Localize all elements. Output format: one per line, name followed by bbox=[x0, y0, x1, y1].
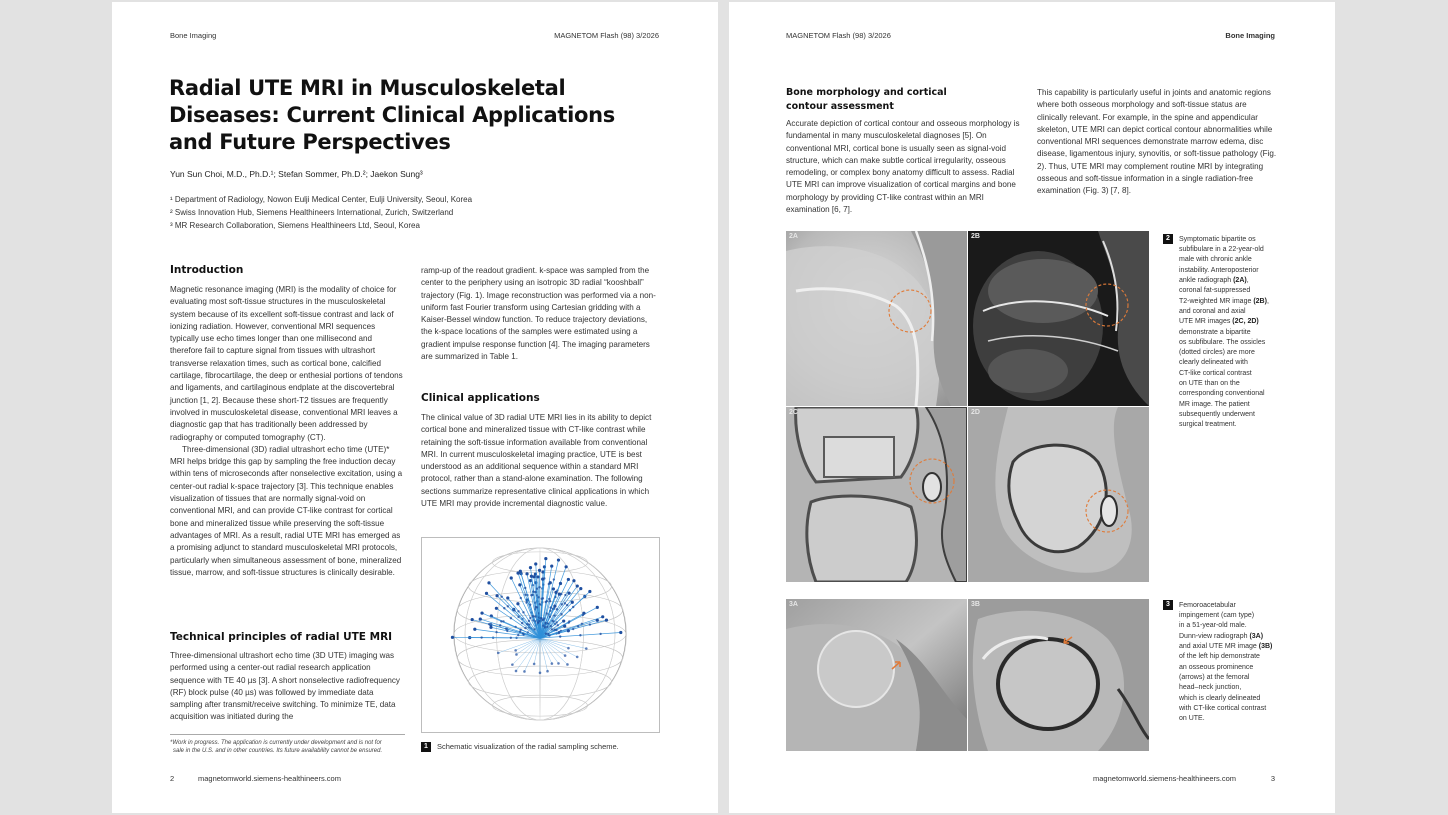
sample-point bbox=[555, 621, 557, 623]
caption-line: clearly delineated with bbox=[1179, 359, 1248, 367]
caption-line: os subfibulare. The ossicles bbox=[1179, 338, 1266, 346]
sample-point bbox=[487, 581, 490, 584]
footnote-divider bbox=[170, 734, 405, 735]
figure-1-caption bbox=[421, 742, 619, 752]
caption-line bbox=[1163, 234, 1278, 245]
sample-point bbox=[572, 606, 574, 608]
caption-line: an osseous prominence bbox=[1179, 663, 1254, 671]
figure-number: 1 bbox=[421, 742, 431, 752]
sample-point bbox=[553, 614, 555, 616]
sample-point bbox=[576, 584, 579, 587]
sample-point bbox=[605, 619, 608, 622]
sample-point bbox=[561, 603, 563, 605]
sample-point bbox=[589, 623, 591, 625]
caption-line: CT-like cortical contrast bbox=[1179, 369, 1252, 377]
sample-point bbox=[529, 566, 532, 569]
caption-line: surgical treatment. bbox=[1179, 421, 1237, 429]
sample-point bbox=[571, 601, 574, 604]
sample-point bbox=[549, 581, 552, 584]
sample-point bbox=[540, 617, 542, 619]
sample-point bbox=[529, 617, 531, 619]
sample-point bbox=[519, 628, 521, 630]
sample-point bbox=[564, 594, 566, 596]
sample-point bbox=[553, 605, 556, 608]
caption-body bbox=[1163, 611, 1278, 724]
page-number: 3 bbox=[1270, 774, 1275, 783]
panel-label: 2A bbox=[789, 233, 798, 240]
caption-text: Femoroacetabular bbox=[1179, 601, 1236, 609]
sample-point bbox=[534, 606, 536, 608]
sample-point bbox=[506, 596, 509, 599]
radial-spoke bbox=[540, 638, 567, 664]
figure-3b-ute-axial bbox=[968, 599, 1149, 751]
sample-point bbox=[536, 575, 539, 578]
sample-point bbox=[495, 631, 497, 633]
heading-line: Bone morphology and cortical bbox=[786, 87, 947, 98]
sample-point bbox=[554, 591, 557, 594]
sample-point bbox=[563, 624, 566, 627]
figure-2a-radiograph bbox=[786, 231, 967, 406]
sample-point bbox=[517, 634, 519, 636]
col2-text: ramp-up of the readout gradient. k-space was sampled from the center to the periphery using an isotropic 3D radial “kooshball” trajectory (Fig. 1). Image reconstruction was performed via a non-uniform fast Fourier transform using Cartesian gridding with a Kaiser-Bessel window function. To reduce trajectory deviations, the k-space locations of the samples were estimated using a gradient impulse response function [4]. The imaging parameters are summarized in Table 1. bbox=[421, 266, 656, 362]
sample-point bbox=[532, 590, 534, 592]
sample-point bbox=[566, 663, 569, 666]
clinical-text: The clinical value of 3D radial UTE MRI lies in its ability to depict cortical bone and mineralized tissue with CT-like contrast while retaining the soft-tissue information available from conventional MRI. In current musculoskeletal imaging practice, UTE is best understood as an additional sequence within a standard MRI protocol, rather than a stand-alone examination. The following sections summarize representative clinical applications in which UTE MRI may provide incremental diagnostic value. bbox=[421, 413, 652, 509]
sample-point bbox=[525, 572, 528, 575]
sample-point bbox=[579, 587, 582, 590]
sample-point bbox=[551, 662, 554, 665]
sample-point bbox=[516, 602, 519, 605]
sample-point bbox=[495, 594, 498, 597]
caption-line: UTE MR images (2C, 2D) bbox=[1179, 318, 1259, 326]
caption-line: male with chronic ankle bbox=[1179, 256, 1252, 264]
sample-point bbox=[515, 670, 518, 673]
paragraph: Three-dimensional (3D) radial ultrashort echo time (UTE)* MRI helps bridge this gap by sampling the free induction decay within tens of microseconds after nonselective excitation, using a center-out radial k-space trajectory [3]. This technique enables visualization of tissues that are normally signal-void on conventional MRI, and can provide CT-like contrast for cortical bone and mineralized tissue while preserving the soft-tissue advantages of MRI. As a result, radial UTE MRI has emerged as a promising adjunct to standard musculoskeletal MRI protocols, particularly when simultaneous assessment of bone, mineralized tissue, marrow, and soft-tissue structures is clinically desirable. bbox=[170, 444, 403, 577]
figure-3-caption bbox=[1163, 600, 1278, 724]
sample-point bbox=[485, 592, 488, 595]
sample-point bbox=[518, 583, 521, 586]
sample-point bbox=[546, 600, 548, 602]
caption-line: head–neck junction, bbox=[1179, 684, 1242, 692]
caption-line: on UTE. bbox=[1179, 715, 1205, 723]
sample-point bbox=[559, 635, 561, 637]
figure-2b-t2-mri bbox=[968, 231, 1149, 406]
sample-point bbox=[541, 578, 544, 581]
intro-text bbox=[170, 284, 405, 579]
figure-3a-radiograph bbox=[786, 599, 967, 751]
issue-label: MAGNETOM Flash (98) 3/2026 bbox=[786, 31, 891, 40]
caption-line: which is clearly delineated bbox=[1179, 694, 1261, 702]
sample-point bbox=[471, 618, 474, 621]
caption-line: instability. Anteroposterior bbox=[1179, 266, 1259, 274]
sample-point bbox=[524, 627, 526, 629]
sample-point bbox=[550, 564, 553, 567]
affiliation: ³ MR Research Collaboration, Siemens Healthineers Ltd, Seoul, Korea bbox=[170, 221, 420, 230]
caption-line: with CT-like cortical contrast bbox=[1179, 704, 1267, 712]
authors: Yun Sun Choi, M.D., Ph.D.¹; Stefan Sommer, Ph.D.²; Jaekon Sung³ bbox=[170, 169, 423, 179]
caption-line: impingement (cam type) bbox=[1179, 612, 1255, 620]
caption-line: on UTE than on the bbox=[1179, 380, 1240, 387]
sample-point bbox=[537, 621, 539, 623]
footnote-line: *Work in progress. The application is currently under development and is not for bbox=[170, 740, 382, 746]
panel-label: 3A bbox=[789, 601, 798, 608]
affiliation: ¹ Department of Radiology, Nowon Eulji Medical Center, Eulji University, Seoul, Korea bbox=[170, 195, 473, 204]
sample-point bbox=[520, 597, 522, 599]
sample-point bbox=[480, 636, 482, 638]
sample-point bbox=[510, 617, 512, 619]
bone-heading bbox=[786, 86, 947, 114]
sample-point bbox=[549, 600, 551, 602]
sample-point bbox=[524, 587, 526, 589]
sample-point bbox=[523, 670, 526, 673]
sample-point bbox=[596, 606, 599, 609]
figure-2c-ute-coronal bbox=[786, 407, 967, 582]
affiliation: ² Swiss Innovation Hub, Siemens Healthineers International, Zurich, Switzerland bbox=[170, 208, 454, 217]
sample-point bbox=[538, 586, 540, 588]
sample-point bbox=[588, 590, 591, 593]
caption-line: (arrows) at the femoral bbox=[1179, 673, 1250, 681]
sample-point bbox=[513, 609, 515, 611]
sample-point bbox=[558, 632, 560, 634]
sample-point bbox=[544, 557, 547, 560]
section-label: Bone Imaging bbox=[1225, 31, 1275, 40]
sample-point bbox=[565, 565, 568, 568]
sample-point bbox=[564, 654, 567, 657]
sample-point bbox=[541, 598, 543, 600]
caption-line: subfibulare in a 22-year-old bbox=[1179, 246, 1264, 254]
sample-point bbox=[551, 628, 553, 630]
sample-point bbox=[510, 576, 513, 579]
sample-point bbox=[576, 656, 579, 659]
figure-number: 2 bbox=[1163, 234, 1173, 244]
caption-line: ankle radiograph (2A), bbox=[1179, 277, 1249, 285]
sample-point bbox=[542, 618, 544, 620]
sample-point bbox=[560, 613, 562, 615]
paragraph: Magnetic resonance imaging (MRI) is the modality of choice for evaluating most soft-tissue structures in the musculoskeletal system because of its excellent soft-tissue contrast and lack of ionizing radiation. However, conventional MRI sequences typically use echo times longer than one millisecond and therefore fail to capture signal from tissues with ultrashort transverse relaxation times, such as cortical bone, calcified cartilage, fibrocartilage, the deep or enthesial portions of tendons and ligaments, and cartilaginous endplate at the discovertebral junction [1, 2]. Because these short-T2 tissues are frequently involved in musculoskeletal disease, conventional MRI leaves a diagnostic gap that has traditionally been addressed by radiography or computed tomography (CT). bbox=[170, 285, 403, 442]
kooshball-diagram bbox=[422, 538, 659, 732]
sample-point bbox=[480, 611, 483, 614]
sample-point bbox=[557, 662, 560, 665]
sample-point bbox=[568, 620, 570, 622]
sample-point bbox=[473, 628, 476, 631]
panel-label: 3B bbox=[971, 601, 980, 608]
sample-point bbox=[582, 612, 585, 615]
sample-point bbox=[567, 647, 570, 650]
sample-point bbox=[567, 592, 570, 595]
sample-point bbox=[553, 578, 555, 580]
caption-line: subsequently underwent bbox=[1179, 410, 1255, 418]
sample-point bbox=[534, 615, 536, 617]
issue-label: MAGNETOM Flash (98) 3/2026 bbox=[554, 31, 659, 40]
clinical-heading: Clinical applications bbox=[421, 392, 540, 404]
intro-heading: Introduction bbox=[170, 264, 244, 276]
sample-point bbox=[497, 652, 500, 655]
sample-point bbox=[528, 620, 530, 622]
caption-line: in a 51-year-old male. bbox=[1179, 622, 1247, 630]
caption-line: Dunn-view radiograph (3A) bbox=[1179, 632, 1264, 640]
sample-point bbox=[517, 610, 519, 612]
sample-point bbox=[549, 616, 551, 618]
caption-body bbox=[1163, 245, 1278, 430]
sample-point bbox=[562, 619, 565, 622]
figure-1 bbox=[421, 537, 660, 733]
footnote bbox=[170, 739, 410, 756]
sample-point bbox=[558, 593, 561, 596]
caption-line: coronal fat-suppressed bbox=[1179, 287, 1251, 295]
caption-line: (dotted circles) are more bbox=[1179, 349, 1255, 357]
page-number: 2 bbox=[170, 774, 175, 783]
sample-point bbox=[533, 663, 536, 666]
caption-line: T2-weighted MR image (2B), bbox=[1179, 297, 1269, 305]
sample-point bbox=[530, 594, 532, 596]
bone-text-cont: This capability is particularly useful in joints and anatomic regions where both osseous morphology and soft-tissue status are clinically relevant. For example, in the spine and appendicular skeleton, UTE MRI can depict cortical contour abnormalities while conventional MRI sequences demonstrate marrow edema, disc disease, ligamentous injury, synovitis, or soft-tissue pathology (Fig. 2). Thus, UTE MRI may complement routine MRI by integrating osseous and soft-tissue information in a single radiation-free examination (Fig. 3) [7, 8]. bbox=[1037, 88, 1277, 196]
latitude-line bbox=[492, 695, 587, 716]
sample-point bbox=[503, 607, 505, 609]
title-line: Radial UTE MRI in Musculoskeletal bbox=[169, 76, 566, 100]
sample-point bbox=[534, 562, 537, 565]
sample-point bbox=[579, 634, 581, 636]
sample-point bbox=[549, 606, 551, 608]
sample-point bbox=[601, 615, 604, 618]
sample-point bbox=[577, 625, 579, 627]
panel-label: 2B bbox=[971, 233, 980, 240]
sample-point bbox=[548, 634, 550, 636]
section-label: Bone Imaging bbox=[170, 31, 217, 40]
affiliations bbox=[170, 193, 472, 232]
caption-line: of the left hip demonstrate bbox=[1179, 653, 1260, 661]
sample-point bbox=[495, 607, 498, 610]
sample-point bbox=[566, 604, 568, 606]
caption-line: corresponding conventional bbox=[1179, 390, 1265, 398]
sample-point bbox=[501, 595, 503, 597]
sample-point bbox=[567, 578, 570, 581]
sample-point bbox=[526, 623, 528, 625]
sample-point bbox=[530, 575, 533, 578]
caption-text: Symptomatic bipartite os bbox=[1179, 235, 1256, 243]
website-link[interactable]: magnetomworld.siemens-healthineers.com bbox=[1093, 774, 1236, 783]
sample-point bbox=[559, 582, 562, 585]
caption-text: Schematic visualization of the radial sampling scheme. bbox=[437, 742, 619, 751]
sample-point bbox=[488, 623, 490, 625]
article-title bbox=[169, 75, 639, 156]
sample-point bbox=[531, 615, 533, 617]
sample-point bbox=[539, 671, 542, 674]
sample-point bbox=[516, 571, 519, 574]
sample-point bbox=[538, 569, 541, 572]
title-line: and Future Perspectives bbox=[169, 130, 451, 154]
sample-point bbox=[564, 602, 566, 604]
sample-point bbox=[507, 605, 509, 607]
right-page bbox=[729, 2, 1335, 813]
website-link[interactable]: magnetomworld.siemens-healthineers.com bbox=[198, 774, 341, 783]
sample-point bbox=[619, 631, 622, 634]
caption-line bbox=[1163, 600, 1278, 611]
sample-point bbox=[505, 628, 507, 630]
sample-point bbox=[567, 629, 570, 632]
caption-line: demonstrate a bipartite bbox=[1179, 328, 1251, 336]
radial-spoke bbox=[540, 638, 586, 649]
figure-2-caption bbox=[1163, 234, 1278, 430]
left-page bbox=[112, 2, 718, 813]
sample-point bbox=[550, 625, 552, 627]
caption-line: and axial UTE MR image (3B) bbox=[1179, 643, 1273, 651]
sample-point bbox=[511, 663, 514, 666]
sample-point bbox=[557, 558, 560, 561]
sample-point bbox=[599, 633, 601, 635]
radial-spoke bbox=[452, 637, 540, 638]
caption-line: and coronal and axial bbox=[1179, 307, 1246, 315]
sample-point bbox=[451, 636, 454, 639]
tech-text: Three-dimensional ultrashort echo time (3D UTE) imaging was performed using a center-out radial research application sequence with TE 40 µs [3]. A short nonselective radiofrequency (RF) block pulse (40 µs) was followed by immediate data sampling after transmit/receive switching. To minimize TE, data acquisition was initiated during the bbox=[170, 651, 400, 722]
sample-point bbox=[521, 622, 523, 624]
sample-point bbox=[522, 611, 524, 613]
sample-point bbox=[515, 653, 518, 656]
sample-point bbox=[555, 629, 557, 631]
heading-line: contour assessment bbox=[786, 101, 894, 112]
sample-point bbox=[585, 647, 588, 650]
footnote-line: sale in the U.S. and in other countries. Its future availability cannot be ensured. bbox=[173, 748, 383, 755]
sample-point bbox=[552, 587, 555, 590]
sample-point bbox=[524, 594, 526, 596]
tech-heading: Technical principles of radial UTE MRI bbox=[170, 631, 393, 643]
sample-point bbox=[514, 649, 517, 652]
sample-point bbox=[544, 626, 546, 628]
sample-point bbox=[572, 579, 575, 582]
sample-point bbox=[510, 637, 512, 639]
figure-number: 3 bbox=[1163, 600, 1173, 610]
caption-line: MR image. The patient bbox=[1179, 400, 1250, 408]
sample-point bbox=[546, 670, 549, 673]
sample-point bbox=[596, 619, 599, 622]
sample-point bbox=[557, 624, 559, 626]
radial-spoke bbox=[524, 638, 540, 671]
sample-point bbox=[546, 626, 548, 628]
panel-label: 2D bbox=[971, 409, 980, 416]
sample-point bbox=[499, 624, 501, 626]
bone-text: Accurate depiction of cortical contour and osseous morphology is fundamental in many musculoskeletal diagnoses [5]. On conventional MRI, cortical bone is usually seen as signal-void structure, which can make subtle cortical irregularity, osseous remodeling, or complex bony anatomy difficult to assess. Radial UTE MRI can improve visualization of cortical margins and bone morphology by providing CT-like contrast within an MRI examination [6, 7]. bbox=[786, 119, 1020, 215]
sample-point bbox=[545, 612, 547, 614]
sample-point bbox=[479, 617, 482, 620]
panel-label: 2C bbox=[789, 409, 798, 416]
figure-2d-ute-axial bbox=[968, 407, 1149, 582]
title-line: Diseases: Current Clinical Applications bbox=[169, 103, 615, 127]
sample-point bbox=[500, 620, 502, 622]
